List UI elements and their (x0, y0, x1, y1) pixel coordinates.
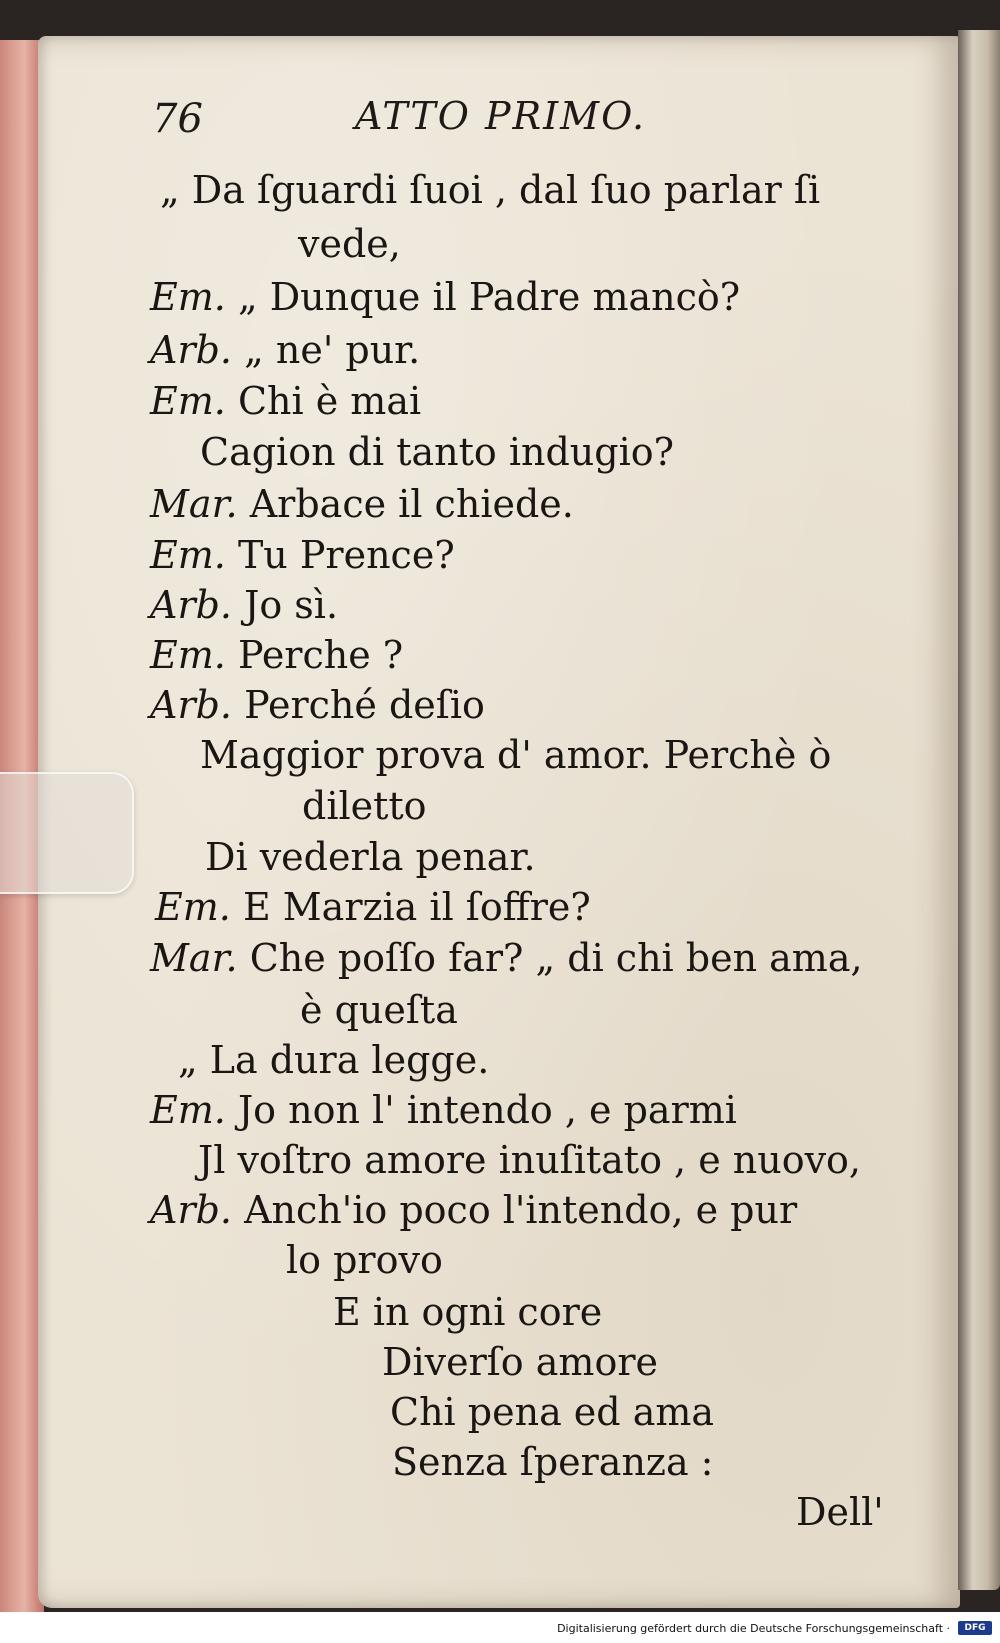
text-line (150, 633, 403, 677)
text-line (205, 835, 536, 879)
line-text: „ Da ſguardi ſuoi , dal ſuo parlar ſi (160, 168, 821, 212)
text-line (150, 683, 485, 727)
line-text: Diverſo amore (382, 1340, 658, 1384)
line-text: lo provo (286, 1238, 443, 1282)
text-line (150, 1188, 797, 1232)
page-number: 76 (152, 96, 203, 142)
line-text: Perche ? (237, 633, 404, 677)
line-text: vede, (298, 222, 401, 266)
text-line (150, 482, 574, 526)
catchword: Dell' (796, 1490, 884, 1534)
line-text: Maggior prova d' amor. Perchè ò (200, 733, 832, 777)
line-text: diletto (302, 784, 427, 828)
line-text: „ Dunque il Padre mancò? (237, 275, 741, 319)
line-text: Arbace il chiede. (249, 482, 574, 526)
digitization-credit: Digitalisierung gefördert durch die Deutsche Forschungsgemeinschaft · (557, 1622, 950, 1635)
text-line (200, 430, 674, 474)
text-line (178, 1038, 489, 1082)
speaker-label: Arb. (150, 1188, 233, 1232)
text-line (333, 1290, 602, 1334)
line-text: „ La dura legge. (178, 1038, 490, 1082)
line-text: è queſta (300, 988, 458, 1032)
text-line (298, 222, 401, 266)
speaker-label: Em. (150, 1088, 226, 1132)
text-line (150, 275, 740, 319)
facing-page-edge (958, 30, 1000, 1590)
text-line (392, 1440, 713, 1484)
text-line (150, 533, 455, 577)
text-line (382, 1340, 658, 1384)
line-text: Perché deſio (244, 683, 485, 727)
text-line (286, 1238, 443, 1282)
speaker-label: Arb. (150, 328, 233, 372)
line-text: Senza ſperanza : (392, 1440, 714, 1484)
line-text: Jo non l' intendo , e parmi (237, 1088, 737, 1132)
text-line (198, 1138, 861, 1182)
speaker-label: Em. (150, 275, 226, 319)
text-line (150, 328, 420, 372)
text-line (150, 936, 863, 980)
speaker-label: Em. (155, 885, 231, 929)
running-title: ATTO PRIMO. (355, 94, 647, 138)
dfg-logo-icon: DFG (958, 1621, 992, 1635)
text-line (150, 583, 338, 627)
speaker-label: Em. (150, 533, 226, 577)
line-text: Jl voſtro amore inuſitato , e nuovo, (198, 1138, 862, 1182)
speaker-label: Arb. (150, 683, 233, 727)
text-line (200, 733, 831, 777)
scanner-clip (0, 772, 134, 894)
speaker-label: Arb. (150, 583, 233, 627)
text-line (390, 1390, 714, 1434)
speaker-label: Em. (150, 633, 226, 677)
line-text: Anch'io poco l'intendo, e pur (244, 1188, 798, 1232)
line-text: Che poſſo far? „ di chi ben ama, (249, 936, 863, 980)
speaker-label: Em. (150, 379, 226, 423)
line-text: E in ogni core (333, 1290, 603, 1334)
speaker-label: Mar. (150, 936, 238, 980)
line-text: „ ne' pur. (244, 328, 421, 372)
speaker-label: Mar. (150, 482, 238, 526)
line-text: Chi è mai (237, 379, 422, 423)
line-text: Chi pena ed ama (390, 1390, 715, 1434)
line-text: Di vederla penar. (205, 835, 536, 879)
text-line (155, 885, 591, 929)
text-line (302, 784, 427, 828)
line-text: E Marzia il ſoffre? (242, 885, 591, 929)
line-text: Jo sì. (244, 583, 339, 627)
text-line (150, 1088, 737, 1132)
line-text: Tu Prence? (237, 533, 455, 577)
text-line (150, 379, 421, 423)
text-line (300, 988, 458, 1032)
line-text: Cagion di tanto indugio? (200, 430, 674, 474)
text-line (160, 168, 820, 212)
